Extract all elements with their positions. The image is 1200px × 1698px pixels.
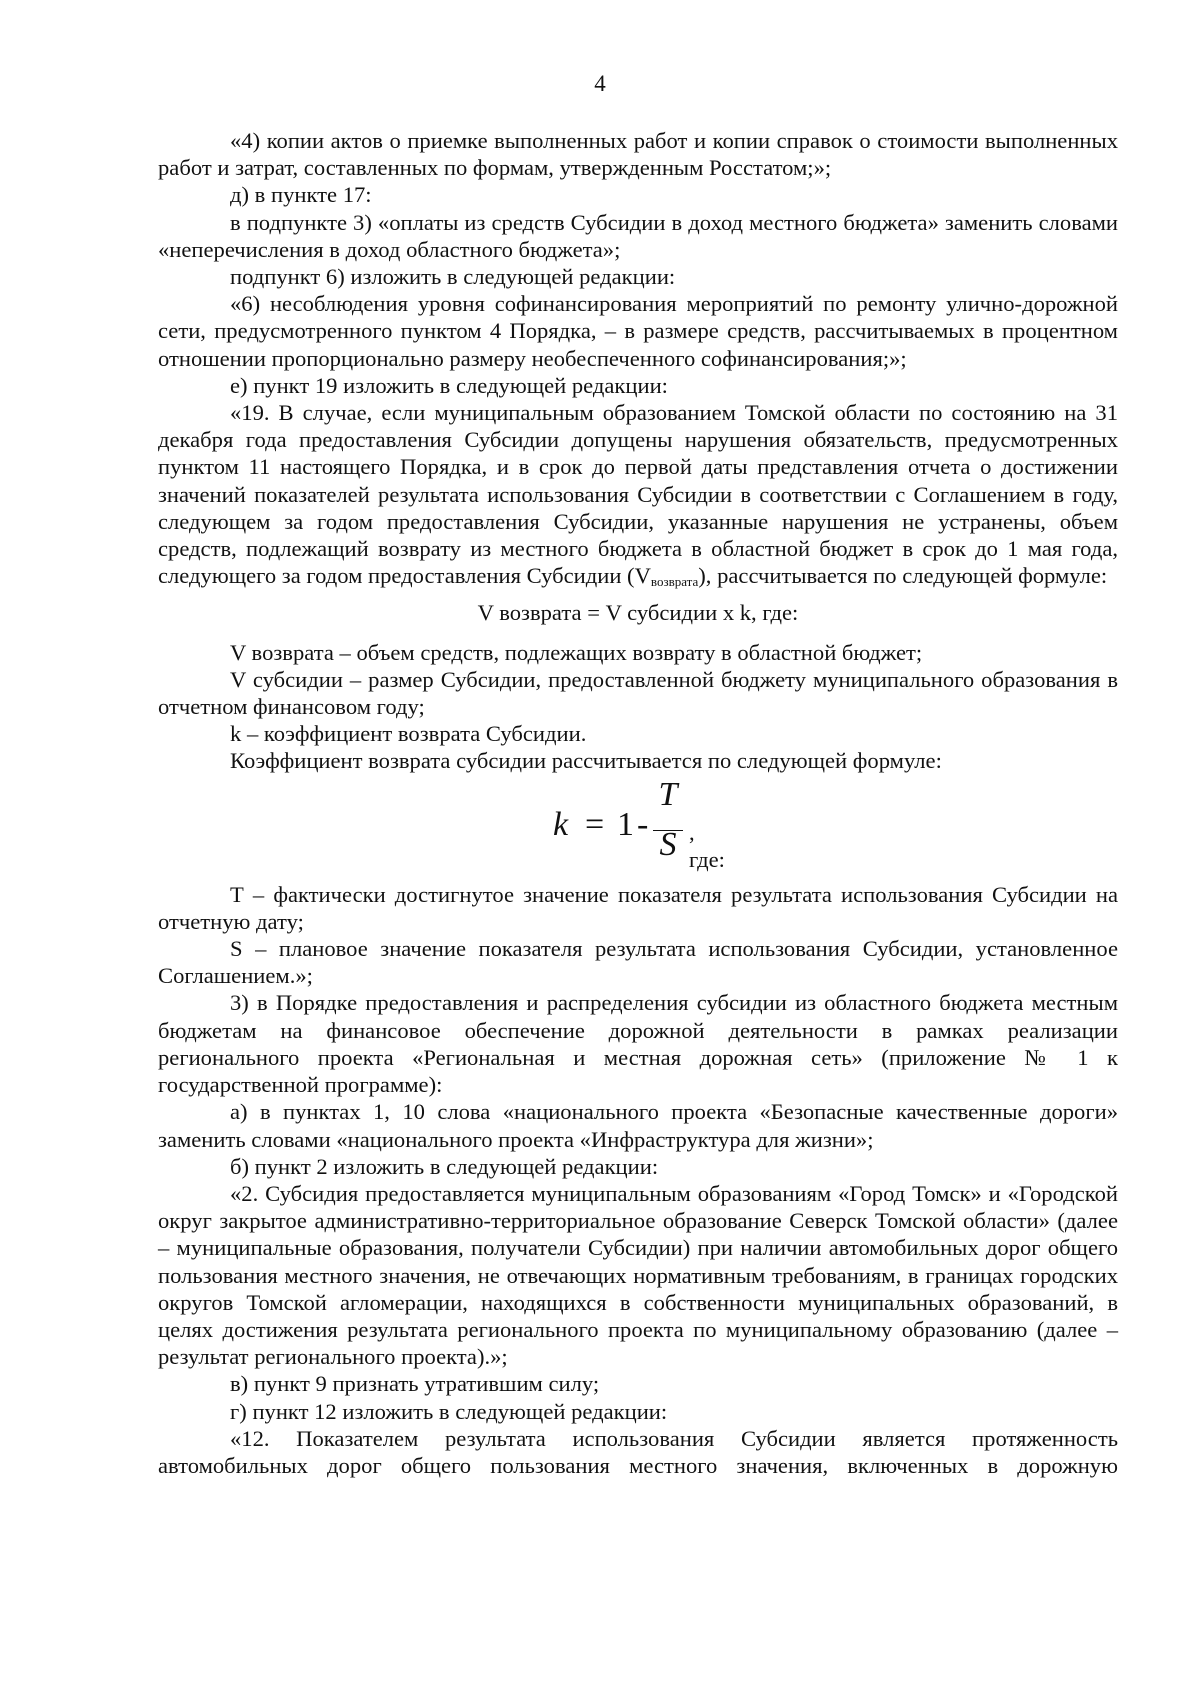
formula-v-return: V возврата = V субсидии x k, где: [477, 600, 799, 626]
paragraph: «12. Показателем результата использования Субсидии является протяженность автомобильных дорог общего пользования местного значения, включенных в дорожную [158, 1425, 1118, 1478]
formula-k-denominator: S [659, 825, 677, 863]
paragraph-19-tail: ), рассчитывается по следующей формуле: [698, 563, 1108, 589]
paragraph: Т – фактически достигнутое значение показателя результата использования Субсидии на отчетную дату; [158, 881, 1118, 934]
paragraph: «4) копии актов о приемке выполненных работ и копии справок о стоимости выполненных работ и затрат, составленных по формам, утвержденным Росстатом;»; [158, 128, 1118, 181]
paragraph: е) пункт 19 изложить в следующей редакции: [230, 372, 668, 398]
paragraph: 3) в Порядке предоставления и распределения субсидии из областного бюджета местным бюджетам на финансовое обеспечение дорожной деятельности в рамках реализации регионального проекта «Региональная и местная дорожная сеть» (приложение № 1 к государственной программе): [158, 990, 1118, 1098]
paragraph: в подпункте 3) «оплаты из средств Субсидии в доход местного бюджета» заменить словами «неперечисления в доход областного бюджета»; [158, 209, 1118, 262]
formula-k-one: 1 [617, 805, 634, 843]
formula-k-equals: = [585, 805, 605, 843]
paragraph: «6) несоблюдения уровня софинансирования мероприятий по ремонту улично-дорожной сети, предусмотренного пунктом 4 Порядка, – в размере средств, рассчитываемых в процентном отношении пропорционально размеру необеспеченного софинансирования;»; [158, 291, 1118, 371]
paragraph: V возврата – объем средств, подлежащих возврату в областной бюджет; [230, 639, 923, 665]
paragraph: V субсидии – размер Субсидии, предоставленной бюджету муниципального образования в отчетном финансовом году; [158, 666, 1118, 720]
paragraph: «2. Субсидия предоставляется муниципальным образованиям «Город Томск» и «Городской округ закрытое административно-территориальное образование Северск Томской области» (далее – муниципальные образования, получатели Субсидии) при наличии автомобильных дорог общего пользования местного значения, не отвечающих нормативным требованиям, в границах городских округов Томской агломерации, находящихся в собственности муниципальных образований, в целях достижения результата регионального проекта по муниципальному образованию (далее – результат регионального проекта).»; [158, 1180, 1118, 1370]
paragraph: k – коэффициент возврата Субсидии. [230, 721, 587, 747]
formula-k-numerator: T [658, 775, 678, 813]
formula-k [158, 775, 1118, 877]
page-number: 4 [594, 71, 606, 96]
document-body [158, 127, 1118, 1479]
paragraph: в) пункт 9 признать утратившим силу; [230, 1371, 600, 1397]
formula-k-lhs: k [553, 805, 569, 843]
paragraph: S – плановое значение показателя результата использования Субсидии, установленное Соглашением.»; [158, 936, 1118, 989]
paragraph-19 [158, 399, 1118, 595]
paragraph-19-text: «19. В случае, если муниципальным образованием Томской области по состоянию на 31 декабря года предоставления Субсидии допущены нарушения обязательств, предусмотренных пунктом 11 настоящего Порядка, и в срок до первой даты представления отчета о достижении значений показателей результата использования Субсидии в соответствии с Соглашением в году, следующем за годом предоставления Субсидии, указанные нарушения не устранены, объем средств, подлежащий возврату из местного бюджета в областной бюджет в срок до 1 мая года, следующего за годом предоставления Субсидии (V [158, 400, 1118, 589]
paragraph: Коэффициент возврата субсидии рассчитывается по следующей формуле: [230, 748, 942, 774]
paragraph: г) пункт 12 изложить в следующей редакции: [230, 1398, 668, 1424]
formula-k-suffix: , где: [689, 819, 725, 872]
paragraph: а) в пунктах 1, 10 слова «национального проекта «Безопасные качественные дороги» заменить словами «национального проекта «Инфраструктура для жизни»; [158, 1099, 1118, 1152]
formula-k-minus: - [637, 805, 649, 843]
paragraph: подпункт 6) изложить в следующей редакции: [230, 264, 676, 290]
paragraph: б) пункт 2 изложить в следующей редакции: [230, 1153, 659, 1179]
v-return-subscript: возврата [650, 574, 699, 590]
paragraph: д) в пункте 17: [230, 182, 372, 208]
